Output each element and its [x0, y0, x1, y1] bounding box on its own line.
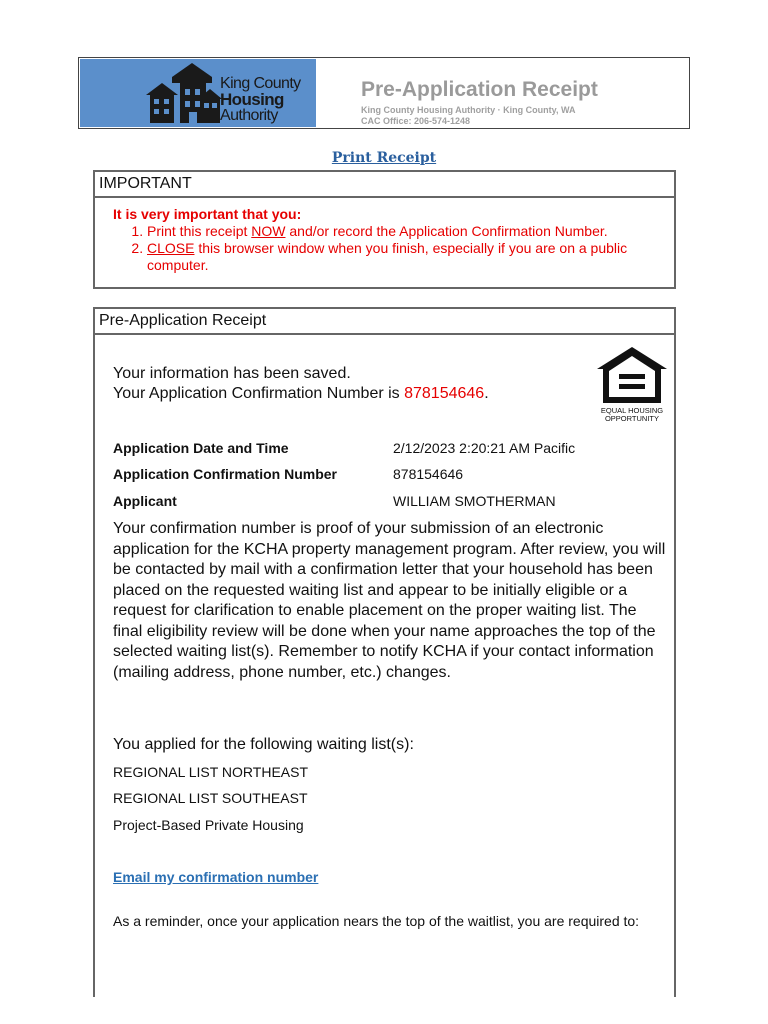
reminder-text: As a reminder, once your application nears the top of the waitlist, you are required to: — [113, 913, 640, 929]
important-item-close: 2. CLOSE this browser window when you finish, especially if you are on a public computer. — [147, 240, 674, 274]
detail-row — [113, 466, 463, 482]
confirmation-line: Your Application Confirmation Number is 878154646. — [113, 385, 489, 402]
header-subtitle — [361, 105, 575, 127]
email-confirmation-link[interactable]: Email my confirmation number — [113, 869, 319, 885]
logo-line-1: King County — [220, 75, 301, 92]
eho-label-2: OPPORTUNITY — [604, 414, 660, 423]
logo-line-2: Housing — [220, 90, 284, 109]
detail-row — [113, 440, 575, 456]
waitlist-heading: You applied for the following waiting list(s): — [113, 736, 414, 753]
organization-line: King County Housing Authority · King County, WA — [361, 105, 576, 115]
important-heading: IMPORTANT — [95, 172, 674, 198]
now-emphasis: NOW — [251, 223, 286, 239]
important-item-print: 1. Print this receipt NOW and/or record the Application Confirmation Number. — [147, 223, 674, 240]
receipt-panel — [93, 307, 676, 997]
detail-label: Application Confirmation Number — [113, 466, 337, 482]
waitlist-item: Project-Based Private Housing — [113, 817, 304, 833]
detail-label: Applicant — [113, 493, 177, 509]
page-header — [78, 57, 690, 129]
important-lead: It is very important that you: — [113, 206, 302, 222]
detail-row — [113, 493, 556, 509]
kcha-logo — [80, 59, 316, 127]
eho-label-1: EQUAL HOUSING — [600, 406, 664, 415]
logo-line-3: Authority — [220, 107, 278, 124]
close-emphasis: CLOSE — [147, 240, 195, 256]
detail-value: 878154646 — [393, 466, 464, 482]
detail-value: 2/12/2023 2:20:21 AM Pacific — [393, 440, 576, 456]
logo-wordmark — [220, 76, 301, 124]
waitlist-item: REGIONAL LIST NORTHEAST — [113, 764, 309, 780]
buildings-icon — [142, 61, 222, 125]
cac-office-line: CAC Office: 206-574-1248 — [361, 116, 471, 126]
equal-housing-opportunity-icon — [597, 347, 667, 423]
print-receipt-link[interactable]: Print Receipt — [331, 150, 437, 166]
detail-value: WILLIAM SMOTHERMAN — [393, 493, 556, 509]
important-panel — [93, 170, 676, 289]
confirmation-explanation: Your confirmation number is proof of your submission of an electronic application for the KCHA property management program. After review, you will be contacted by mail with a confirmation letter that your household has been placed on the requested waiting list and appear to be initially eligible or a request for clarification to enable placement on the proper waiting list. The final eligibility review will be done when your name approaches the top of the selected waiting list(s). Remember to notify KCHA if your contact information (mailing address, phone number, etc.) changes. — [113, 520, 666, 681]
confirmation-number: 878154646 — [404, 385, 485, 402]
important-body — [95, 198, 674, 274]
saved-line: Your information has been saved. — [113, 365, 351, 382]
page-title: Pre-Application Receipt — [361, 78, 598, 101]
receipt-heading: Pre-Application Receipt — [95, 309, 674, 335]
waitlist-item: REGIONAL LIST SOUTHEAST — [113, 790, 308, 806]
detail-label: Application Date and Time — [113, 440, 289, 456]
saved-message — [113, 364, 489, 404]
